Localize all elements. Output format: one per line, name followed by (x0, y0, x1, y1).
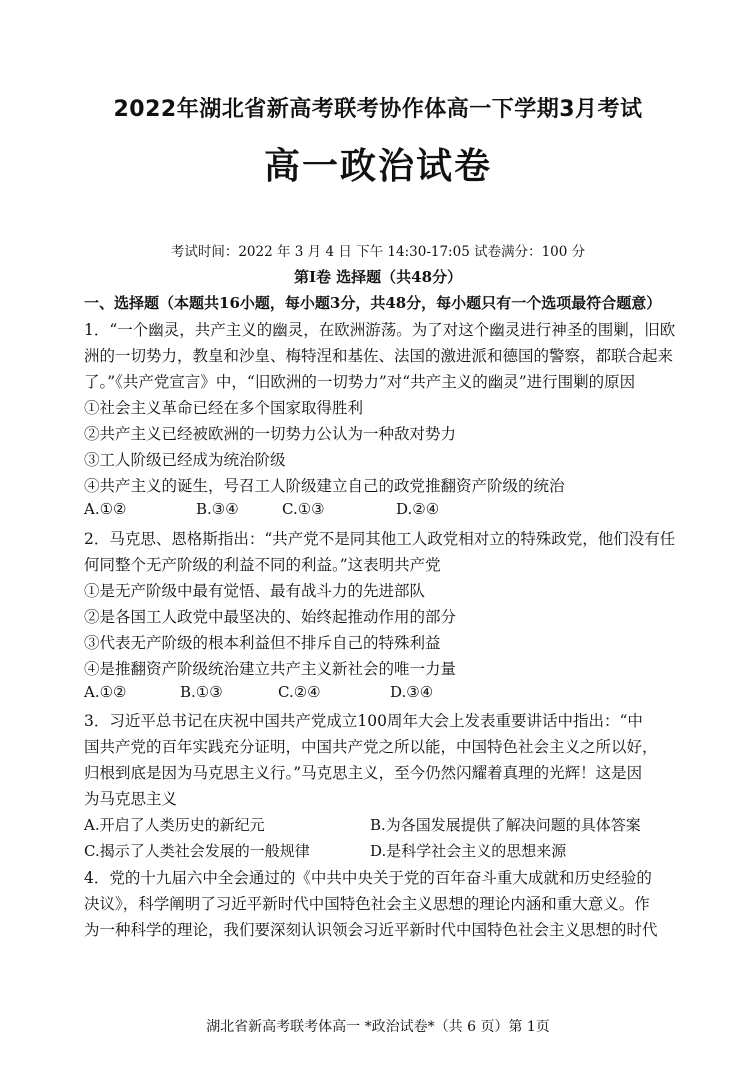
part-title: 第Ⅰ卷 选择题（共48分） (293, 268, 463, 286)
q2-option-d: D.③④ (390, 683, 434, 701)
q2-option-b: B.①③ (180, 683, 223, 701)
q1-line: 了。”《共产党宣言》中，“旧欧洲的一切势力”对“共产主义的幽灵”进行围剿的原因 (84, 373, 636, 391)
q2-line: 何同整个无产阶级的利益不同的利益。”这表明共产党 (84, 556, 441, 574)
q2-item: ①是无产阶级中最有觉悟、最有战斗力的先进部队 (84, 582, 426, 600)
q2-item: ④是推翻资产阶级统治建立共产主义新社会的唯一力量 (84, 660, 457, 678)
q1-item: ③工人阶级已经成为统治阶级 (84, 451, 286, 469)
q2-item: ②是各国工人政党中最坚决的、始终起推动作用的部分 (84, 608, 457, 626)
q1-line: 洲的一切势力，教皇和沙皇、梅特涅和基佐、法国的激进派和德国的警察，都联合起来 (84, 347, 674, 365)
q4-line: 4．党的十九届六中全会通过的《中共中央关于党的百年奋斗重大成就和历史经验的 (84, 869, 652, 887)
q1-option-d: D.②④ (396, 500, 440, 518)
section-title: 一、选择题（本题共16小题，每小题3分，共48分，每小题只有一个选项最符合题意） (84, 294, 662, 312)
q3-option-d: D.是科学社会主义的思想来源 (370, 842, 567, 860)
q1-line: 1．“一个幽灵，共产主义的幽灵，在欧洲游荡。为了对这个幽灵进行神圣的围剿，旧欧 (84, 321, 676, 339)
exam-title: 2022年湖北省新高考联考协作体高一下学期3月考试 (113, 97, 643, 122)
exam-subtitle: 高一政治试卷 (263, 146, 492, 187)
q1-item: ②共产主义已经被欧洲的一切势力公认为一种敌对势力 (84, 425, 457, 443)
q3-line: 3．习近平总书记在庆祝中国共产党成立100周年大会上发表重要讲话中指出：“中 (84, 712, 643, 730)
q3-option-b: B.为各国发展提供了解决问题的具体答案 (370, 816, 641, 834)
q4-line: 决议》，科学阐明了习近平新时代中国特色社会主义思想的理论内涵和重大意义。作 (84, 895, 650, 913)
q2-item: ③代表无产阶级的根本利益但不排斥自己的特殊利益 (84, 634, 441, 652)
q3-option-c: C.揭示了人类社会发展的一般规律 (84, 842, 310, 860)
q3-line: 国共产党的百年实践充分证明，中国共产党之所以能，中国特色社会主义之所以好， (84, 738, 658, 756)
q2-option-c: C.②④ (278, 683, 321, 701)
q3-line: 为马克思主义 (84, 790, 178, 808)
q3-line: 归根到底是因为马克思主义行。”马克思主义，至今仍然闪耀着真理的光辉！这是因 (84, 764, 643, 782)
q1-option-b: B.③④ (196, 500, 239, 518)
q1-option-c: C.①③ (282, 500, 325, 518)
q2-line: 2．马克思、恩格斯指出：“共产党不是同其他工人政党相对立的特殊政党，他们没有任 (84, 530, 676, 548)
page-footer: 湖北省新高考联考体高一 *政治试卷*（共 6 页）第 1页 (206, 1019, 550, 1035)
q4-line: 为一种科学的理论，我们要深刻认识领会习近平新时代中国特色社会主义思想的时代 (84, 921, 658, 939)
q1-item: ④共产主义的诞生，号召工人阶级建立自己的政党推翻资产阶级的统治 (84, 477, 565, 495)
q2-option-a: A.①② (84, 683, 127, 701)
exam-info: 考试时间：2022 年 3 月 4 日 下午 14:30-17:05 试卷满分：100 分 (170, 244, 586, 260)
q1-option-a: A.①② (84, 500, 127, 518)
q1-item: ①社会主义革命已经在多个国家取得胜利 (84, 399, 364, 417)
q3-option-a: A.开启了人类历史的新纪元 (84, 816, 265, 834)
